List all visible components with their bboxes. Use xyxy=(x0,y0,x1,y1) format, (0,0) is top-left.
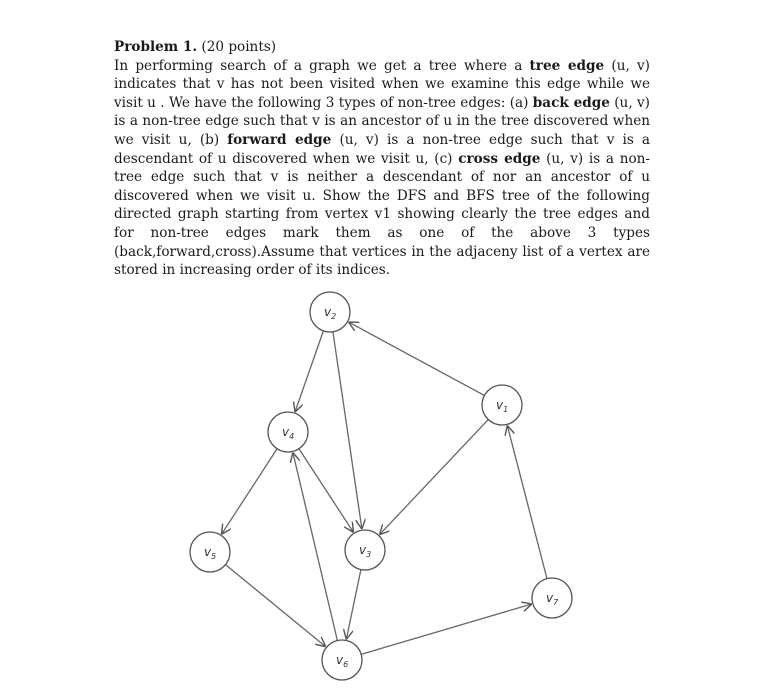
node-label: $v_2$ xyxy=(324,305,337,321)
problem-points: (20 points) xyxy=(201,39,277,55)
node-label: $v_4$ xyxy=(282,425,295,441)
edge-v4-v5 xyxy=(222,449,277,534)
edge-v4-v3 xyxy=(299,449,353,532)
node-v6 xyxy=(322,640,362,680)
node-v7 xyxy=(532,578,572,618)
text-back-edge-def: (u, v) is a non-tree edge such that v is an ancestor of u in the tree discovered when we visit u, (b) xyxy=(114,94,650,148)
problem-heading: Problem 1. xyxy=(114,39,198,55)
term-tree-edge: tree edge xyxy=(529,57,605,74)
graph-nodes xyxy=(190,292,572,680)
node-label: $v_1$ xyxy=(496,398,509,414)
node-label-subscript: 1 xyxy=(503,405,509,414)
term-cross-edge: cross edge xyxy=(458,150,541,167)
node-label-subscript: 6 xyxy=(343,660,349,669)
text-intro: In performing search of a graph we get a tree where a xyxy=(114,57,530,74)
edge-v1-v2 xyxy=(349,322,484,395)
node-v2 xyxy=(310,292,350,332)
text-forward-edge-def: (u, v) is a non-tree edge such that v is a descendant of u discovered when we visit u, (c) xyxy=(114,131,650,167)
node-label: $v_3$ xyxy=(359,543,372,559)
node-v4 xyxy=(268,412,308,452)
graph-edges xyxy=(222,322,547,654)
edge-v6-v7 xyxy=(361,604,531,654)
node-label: $v_5$ xyxy=(204,545,217,561)
node-v5 xyxy=(190,532,230,572)
text-cross-edge-def: (u, v) is a non-tree edge such that v is neither a descendant of nor an ancestor of u discovered when we visit u. xyxy=(114,150,650,204)
node-v3 xyxy=(345,530,385,570)
term-back-edge: back edge xyxy=(532,94,610,111)
edge-v2-v4 xyxy=(295,331,323,411)
node-label-subscript: 2 xyxy=(331,312,337,321)
edge-v2-v3 xyxy=(333,332,362,528)
node-label: $v_7$ xyxy=(546,591,559,607)
node-label: $v_6$ xyxy=(336,653,349,669)
node-label-subscript: 5 xyxy=(211,552,217,561)
edge-v1-v3 xyxy=(380,420,488,534)
node-label-subscript: 7 xyxy=(553,598,559,607)
node-v1 xyxy=(482,385,522,425)
text-task: Show the DFS and BFS tree of the following directed graph starting from vertex v1 showing clearly the tree edges and for non-tree edges mark them as one of the above 3 types (back,forward,cross).Assume that vertices in the adjaceny list of a vertex are stored in increasing order of its indices. xyxy=(114,187,650,279)
edge-v7-v1 xyxy=(508,426,547,578)
node-label-subscript: 3 xyxy=(366,550,372,559)
edge-v6-v4 xyxy=(293,453,337,640)
node-label-subscript: 4 xyxy=(289,432,295,441)
edge-v3-v6 xyxy=(347,570,361,639)
term-forward-edge: forward edge xyxy=(227,131,332,148)
edge-v5-v6 xyxy=(225,565,324,646)
text-tree-edge-def: (u, v) indicates that v has not been visited when we examine this edge while we visit u . We have the following 3 types of non-tree edges: (a) xyxy=(114,57,650,111)
